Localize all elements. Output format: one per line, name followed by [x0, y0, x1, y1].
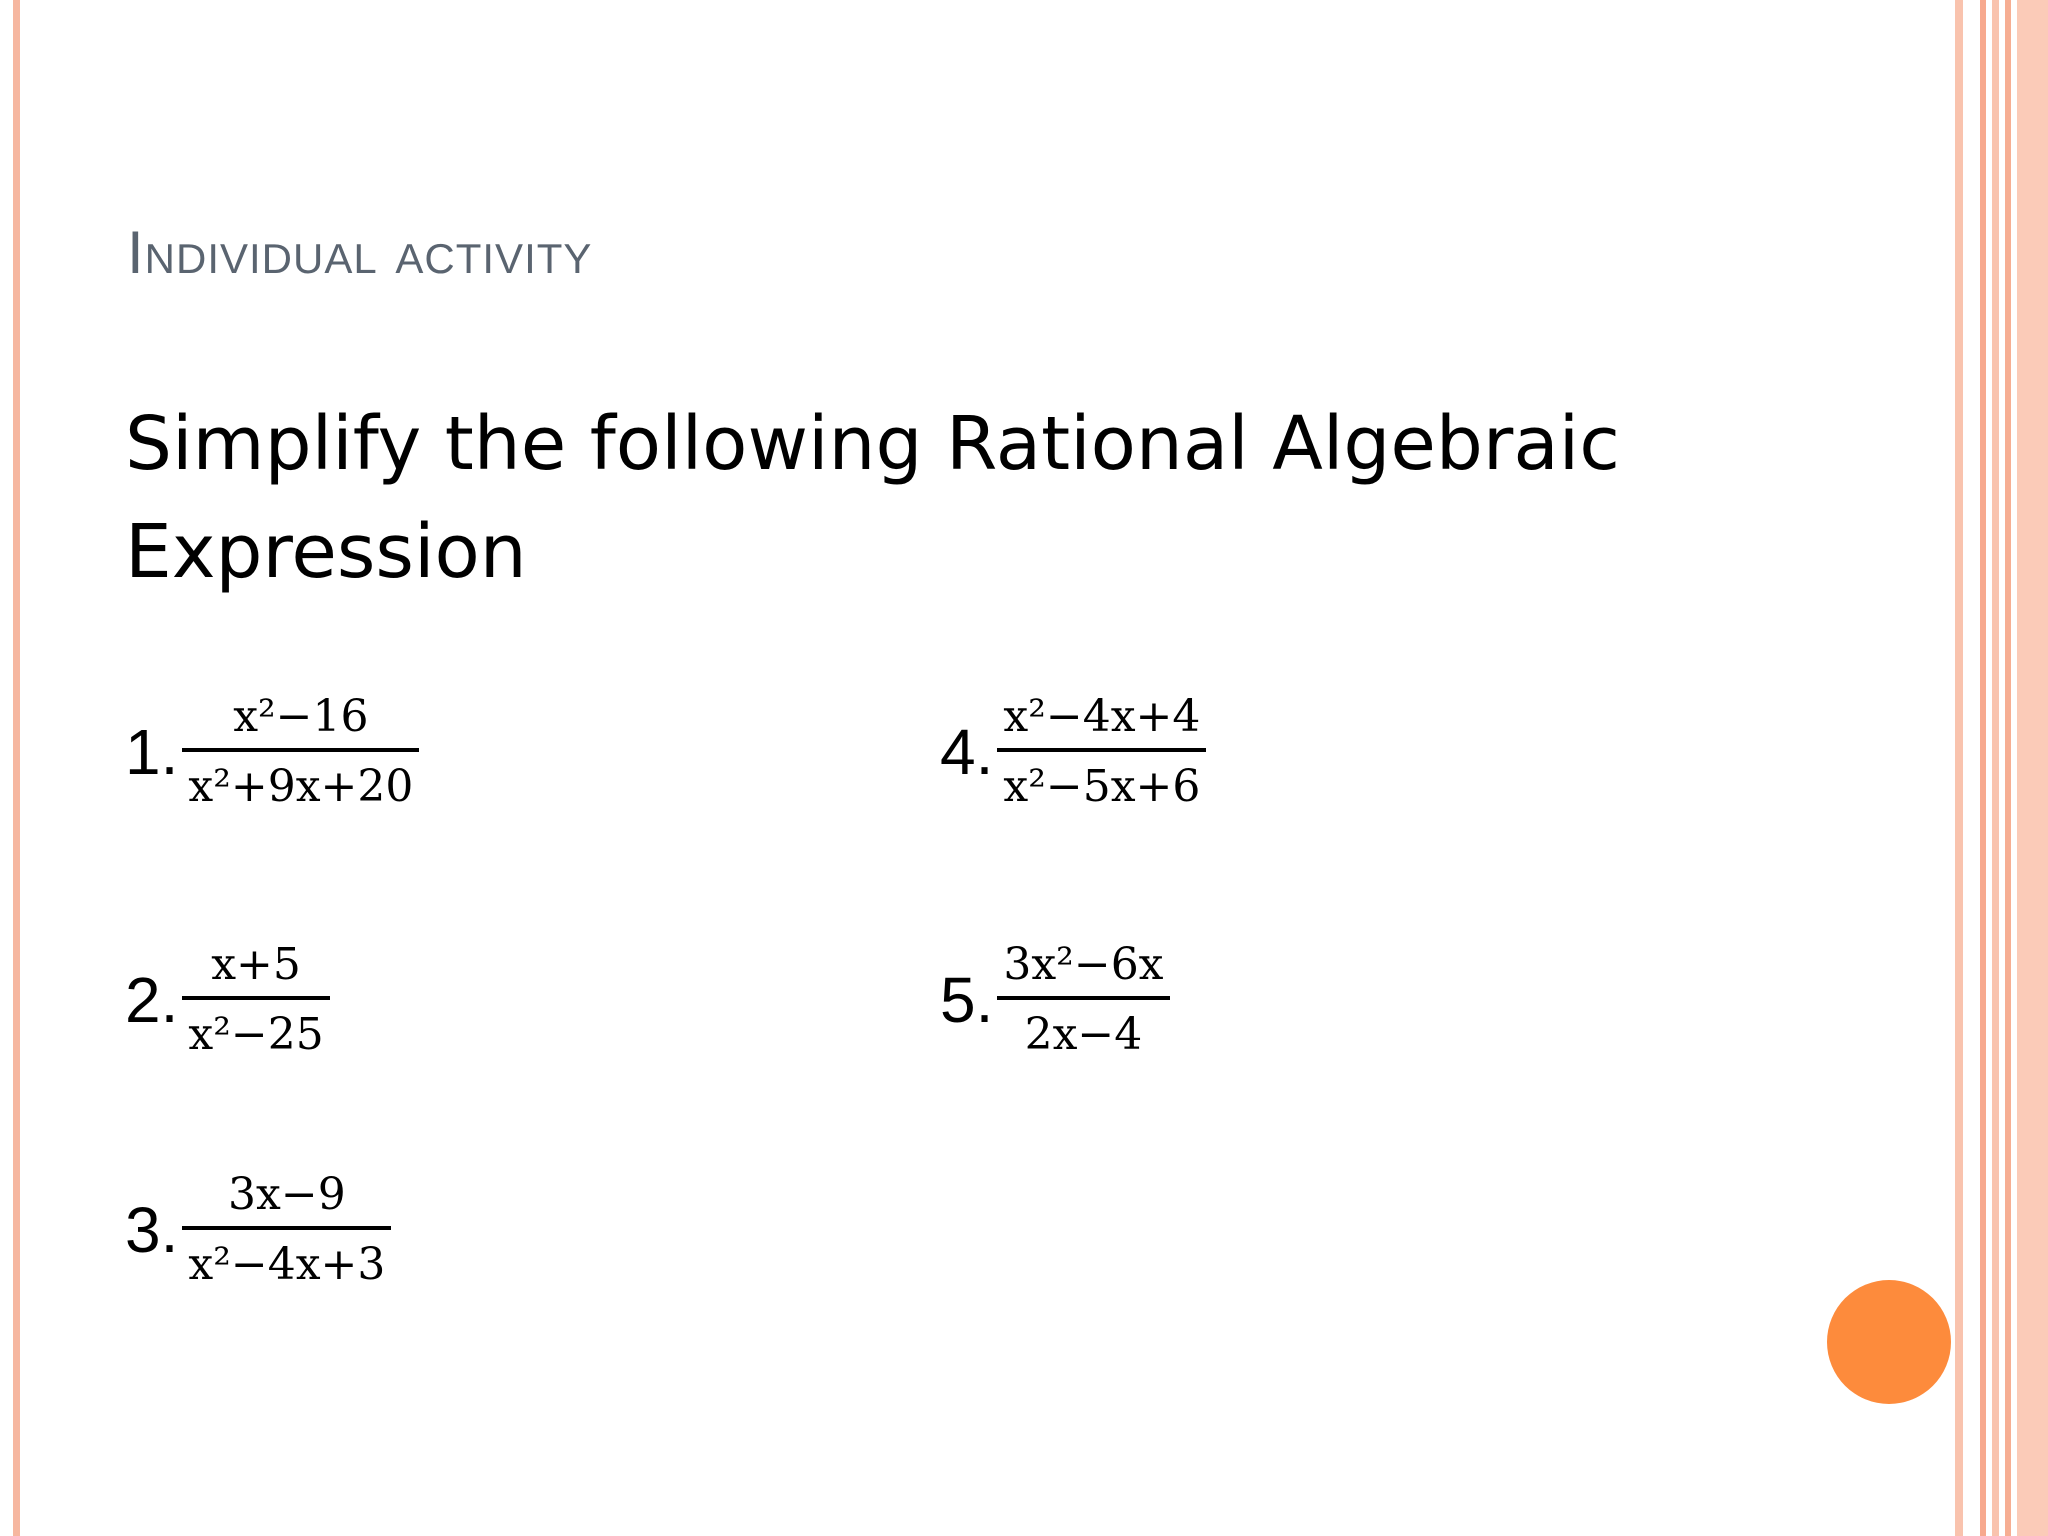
problem-number: 1.	[125, 716, 179, 788]
frame-stripe-left	[13, 0, 20, 1536]
problem-1	[125, 690, 423, 814]
fraction	[178, 938, 333, 1062]
numerator: x²−16	[233, 691, 369, 742]
denominator: x²−5x+6	[1003, 761, 1201, 812]
orange-circle-decoration	[1827, 1280, 1951, 1404]
problem-number: 4.	[940, 716, 994, 788]
numerator: x²−4x+4	[1003, 691, 1201, 742]
problem-number: 2.	[125, 964, 179, 1036]
problem-3	[125, 1168, 395, 1292]
problem-4	[940, 690, 1210, 814]
problem-5	[940, 938, 1174, 1062]
denominator: x²−4x+3	[188, 1239, 386, 1290]
fraction	[993, 938, 1173, 1062]
numerator: 3x−9	[228, 1169, 346, 1220]
denominator: 2x−4	[1024, 1009, 1143, 1060]
instruction-text: Simplify the following Rational Algebraic Expression	[125, 401, 1620, 595]
fraction	[993, 690, 1210, 814]
frame-stripe-right-5	[2017, 0, 2048, 1536]
problem-2	[125, 938, 334, 1062]
problem-number: 3.	[125, 1194, 179, 1266]
frame-stripe-right-4	[2005, 0, 2011, 1536]
frame-stripe-right-3	[1992, 0, 1999, 1536]
numerator: x+5	[211, 939, 301, 990]
denominator: x²+9x+20	[188, 761, 414, 812]
slide-title: Individual activity	[127, 219, 593, 286]
fraction	[178, 1168, 395, 1292]
fraction	[178, 690, 423, 814]
frame-stripe-right-2	[1980, 0, 1986, 1536]
denominator: x²−25	[188, 1009, 324, 1060]
problem-number: 5.	[940, 964, 994, 1036]
numerator: 3x²−6x	[1003, 939, 1164, 990]
frame-stripe-right-1	[1955, 0, 1963, 1536]
